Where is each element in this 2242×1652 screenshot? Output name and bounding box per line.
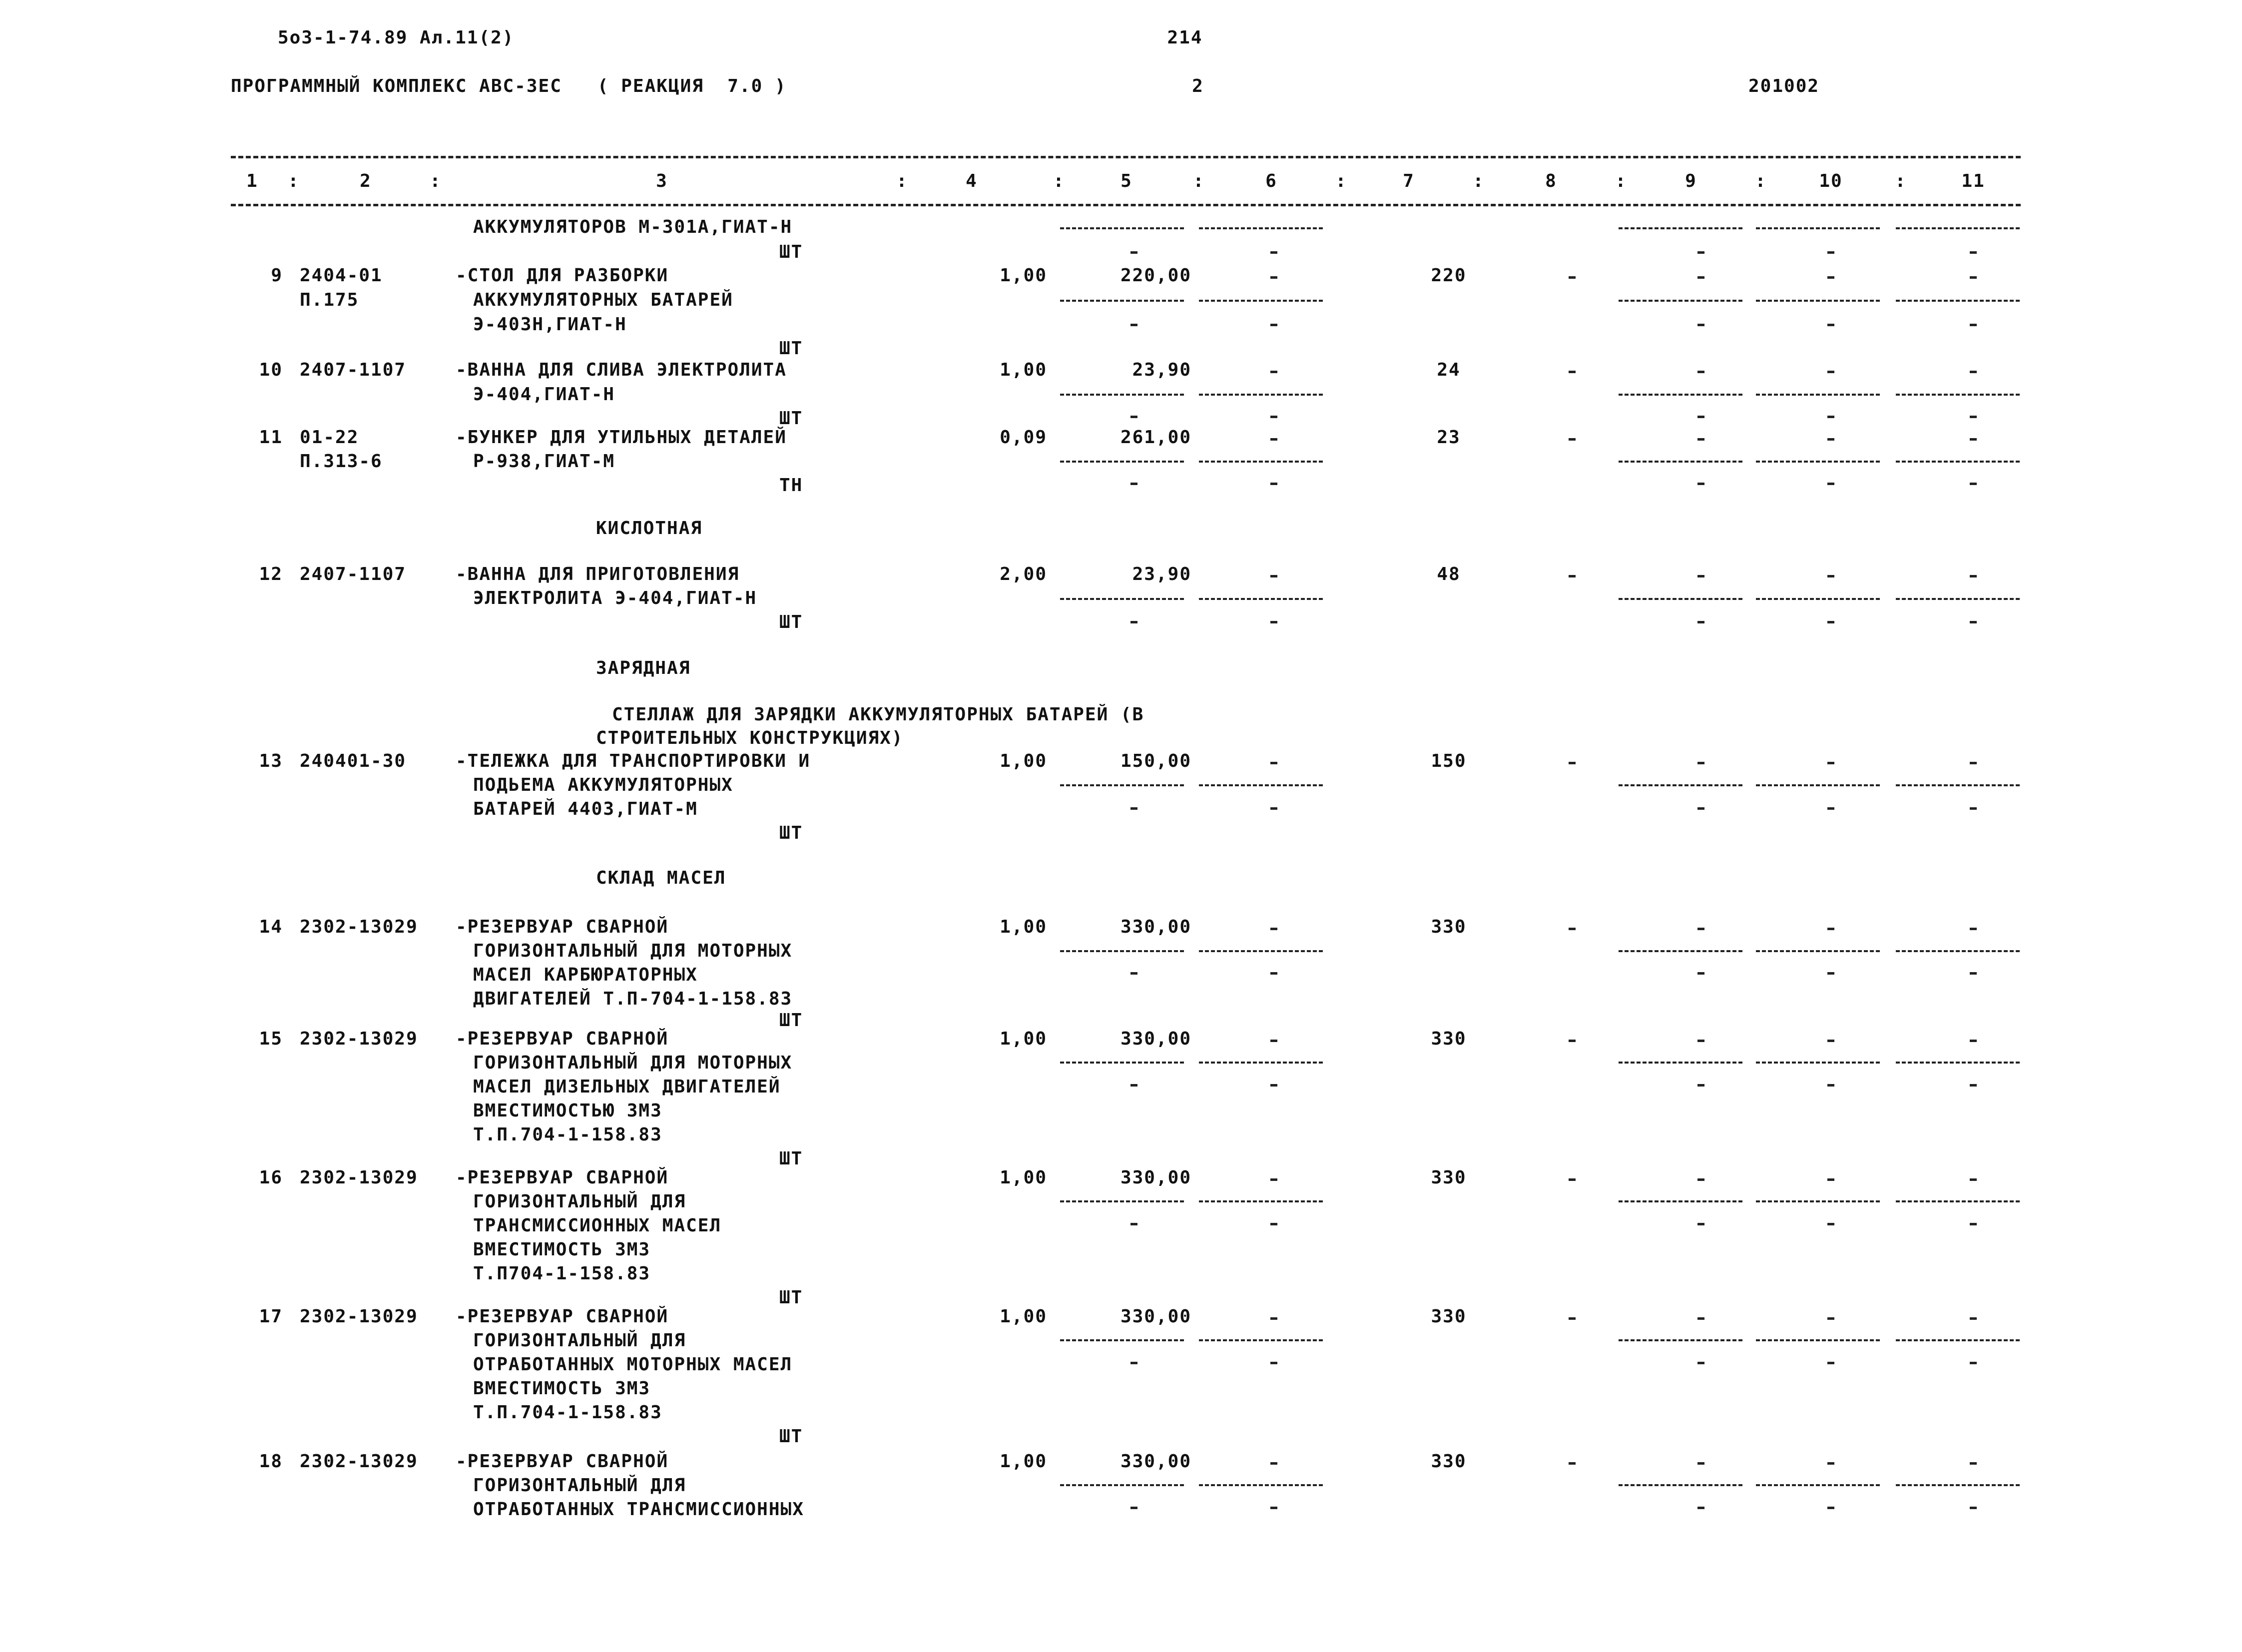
dash-mark (1970, 1084, 1977, 1087)
row-number: 10 (259, 360, 283, 380)
dash-mark (1970, 1462, 1977, 1465)
row-price: 261,00 (1120, 427, 1191, 448)
row-total: 330 (1431, 1029, 1467, 1049)
dash-mark (1970, 276, 1977, 279)
row-description-line: -РЕЗЕРВУАР СВАРНОЙ (456, 917, 669, 937)
dash-mark (1697, 1317, 1704, 1320)
dash-line (1060, 598, 1184, 600)
dash-mark (1130, 972, 1137, 975)
dash-mark (1697, 1223, 1704, 1225)
dash-line (1756, 1200, 1880, 1202)
dash-mark (1697, 1462, 1704, 1465)
row-description-line: -БУНКЕР ДЛЯ УТИЛЬНЫХ ДЕТАЛЕЙ (456, 427, 787, 448)
page-number: 214 (1167, 27, 1203, 48)
dash-mark (1569, 762, 1576, 764)
row-code: 01-22 (300, 427, 359, 448)
row-qty: 1,00 (1000, 1029, 1047, 1049)
dash-mark (1270, 1362, 1277, 1364)
row-total: 23 (1437, 427, 1461, 448)
col-10-header: 10 (1819, 171, 1843, 191)
col-3-header: 3 (656, 171, 668, 191)
row-code: 2404-01 (300, 265, 383, 286)
dash-mark (1569, 1317, 1576, 1320)
dash-mark (1827, 762, 1834, 764)
dash-mark (1827, 1178, 1834, 1181)
row-description-line: -РЕЗЕРВУАР СВАРНОЙ (456, 1306, 669, 1327)
row-description-line: -ВАННА ДЛЯ ПРИГОТОВЛЕНИЯ (456, 564, 740, 584)
dash-mark (1827, 1317, 1834, 1320)
row-unit: ШТ (779, 1426, 803, 1447)
dash-line (1060, 1200, 1184, 1202)
dash-mark (1970, 416, 1977, 418)
dash-mark (1697, 575, 1704, 577)
dash-mark (1970, 483, 1977, 485)
row-qty: 1,00 (1000, 751, 1047, 771)
dash-line (1896, 1062, 2020, 1064)
dash-line (1619, 950, 1742, 952)
row-description-line: Э-404,ГИАТ-Н (473, 384, 615, 405)
dash-mark (1697, 1040, 1704, 1042)
row-qty: 1,00 (1000, 265, 1047, 286)
row-description-line: -ТЕЛЕЖКА ДЛЯ ТРАНСПОРТИРОВКИ И (456, 751, 811, 771)
dash-line (1619, 1484, 1742, 1486)
dash-mark (1827, 251, 1834, 254)
col-5-header: 5 (1121, 171, 1132, 191)
dash-line (1060, 784, 1184, 786)
dash-mark (1130, 1362, 1137, 1364)
dash-mark (1270, 1084, 1277, 1087)
row-price: 330,00 (1120, 1029, 1191, 1049)
row-code: 2302-13029 (300, 1029, 418, 1049)
dash-line (1199, 461, 1323, 463)
dash-mark (1827, 972, 1834, 975)
row-total: 220 (1431, 265, 1467, 286)
dash-mark (1130, 1084, 1137, 1087)
col-separator: : (288, 171, 300, 191)
col-11-header: 11 (1961, 171, 1985, 191)
dash-mark (1697, 438, 1704, 441)
row-price: 330,00 (1120, 917, 1191, 937)
dash-mark (1827, 483, 1834, 485)
dash-line (1199, 1200, 1323, 1202)
col-separator: : (1335, 171, 1347, 191)
row-code: 2302-13029 (300, 1451, 418, 1472)
row-price: 330,00 (1120, 1306, 1191, 1327)
dash-mark (1827, 416, 1834, 418)
row-description-line: ОТРАБОТАННЫХ ТРАНСМИССИОННЫХ (473, 1499, 804, 1520)
dash-mark (1130, 324, 1137, 326)
dash-mark (1569, 928, 1576, 930)
row-total: 330 (1431, 1167, 1467, 1188)
dash-mark (1970, 972, 1977, 975)
dash-mark (1970, 1223, 1977, 1225)
row-description-line: -РЕЗЕРВУАР СВАРНОЙ (456, 1451, 669, 1472)
dash-mark (1970, 1178, 1977, 1181)
dash-mark (1697, 807, 1704, 810)
row-number: 18 (259, 1451, 283, 1472)
row-unit: ШТ (779, 1287, 803, 1308)
dash-mark (1270, 762, 1277, 764)
dash-line (1199, 598, 1323, 600)
dash-line (1199, 950, 1323, 952)
row-unit: ШТ (779, 823, 803, 843)
dash-line (1060, 1484, 1184, 1486)
dash-mark (1270, 972, 1277, 975)
col-separator: : (430, 171, 442, 191)
section-note: СТРОИТЕЛЬНЫХ КОНСТРУКЦИЯХ) (596, 728, 904, 748)
dash-line (1199, 1484, 1323, 1486)
dash-mark (1970, 251, 1977, 254)
dash-line (1756, 394, 1880, 396)
dash-mark (1697, 1507, 1704, 1509)
col-7-header: 7 (1403, 171, 1415, 191)
row-price: 150,00 (1120, 751, 1191, 771)
dash-line (1619, 598, 1742, 600)
dash-line (1896, 1200, 2020, 1202)
dash-mark (1697, 324, 1704, 326)
row-number: 16 (259, 1167, 283, 1188)
dash-mark (1970, 621, 1977, 623)
dash-mark (1697, 483, 1704, 485)
continuation-unit: ШТ (779, 242, 803, 262)
row-description-line: БАТАРЕЙ 4403,ГИАТ-М (473, 799, 698, 819)
row-description-line: ГОРИЗОНТАЛЬНЫЙ ДЛЯ (473, 1191, 686, 1212)
dash-mark (1569, 575, 1576, 577)
dash-mark (1827, 1462, 1834, 1465)
row-number: 12 (259, 564, 283, 584)
dash-line (1756, 784, 1880, 786)
row-qty: 1,00 (1000, 360, 1047, 380)
col-8-header: 8 (1545, 171, 1557, 191)
dash-line (1896, 394, 2020, 396)
dash-mark (1270, 1462, 1277, 1465)
doc-id: 201002 (1748, 76, 1820, 96)
dash-line (1896, 227, 2020, 229)
row-description-line: -СТОЛ ДЛЯ РАЗБОРКИ (456, 265, 669, 286)
dash-line (1896, 598, 2020, 600)
col-separator: : (1755, 171, 1767, 191)
dash-line (1060, 300, 1184, 302)
dash-mark (1130, 1223, 1137, 1225)
dash-mark (1270, 807, 1277, 810)
dash-line (1896, 300, 2020, 302)
dash-mark (1970, 1040, 1977, 1042)
dash-line (1619, 227, 1742, 229)
header-rule-bottom (231, 204, 2021, 206)
row-number: 9 (271, 265, 283, 286)
dash-mark (1697, 1362, 1704, 1364)
row-qty: 1,00 (1000, 1167, 1047, 1188)
row-number: 14 (259, 917, 283, 937)
col-9-header: 9 (1685, 171, 1697, 191)
row-qty: 0,09 (1000, 427, 1047, 448)
dash-line (1896, 1484, 2020, 1486)
row-unit: ТН (779, 475, 803, 496)
dash-line (1199, 1062, 1323, 1064)
dash-mark (1697, 416, 1704, 418)
col-separator: : (1193, 171, 1205, 191)
dash-mark (1970, 928, 1977, 930)
dash-line (1756, 950, 1880, 952)
dash-mark (1697, 371, 1704, 373)
dash-mark (1827, 1507, 1834, 1509)
row-code: 2407-1107 (300, 564, 407, 584)
dash-mark (1270, 1223, 1277, 1225)
row-description-line: МАСЕЛ ДИЗЕЛЬНЫХ ДВИГАТЕЛЕЙ (473, 1077, 781, 1097)
dash-line (1619, 1339, 1742, 1341)
dash-line (1756, 1062, 1880, 1064)
section-note: СТЕЛЛАЖ ДЛЯ ЗАРЯДКИ АККУМУЛЯТОРНЫХ БАТАРЕЙ (В (612, 704, 1144, 725)
doc-code: 5o3-1-74.89 Ал.11(2) (278, 27, 515, 48)
dash-mark (1697, 762, 1704, 764)
col-separator: : (1615, 171, 1627, 191)
row-description-line: Т.П704-1-158.83 (473, 1263, 651, 1284)
dash-mark (1130, 416, 1137, 418)
dash-line (1199, 227, 1323, 229)
row-description-line: АККУМУЛЯТОРНЫХ БАТАРЕЙ (473, 290, 733, 310)
dash-mark (1970, 1507, 1977, 1509)
sheet-number: 2 (1192, 76, 1204, 96)
row-total: 330 (1431, 917, 1467, 937)
dash-mark (1270, 416, 1277, 418)
dash-line (1199, 300, 1323, 302)
row-description-line: МАСЕЛ КАРБЮРАТОРНЫХ (473, 965, 698, 985)
dash-mark (1270, 276, 1277, 279)
dash-line (1199, 394, 1323, 396)
row-total: 330 (1431, 1306, 1467, 1327)
dash-mark (1270, 1040, 1277, 1042)
dash-line (1619, 461, 1742, 463)
dash-mark (1697, 621, 1704, 623)
row-number: 11 (259, 427, 283, 448)
row-number: 13 (259, 751, 283, 771)
dash-line (1756, 227, 1880, 229)
dash-mark (1130, 807, 1137, 810)
dash-mark (1827, 1223, 1834, 1225)
dash-mark (1827, 324, 1834, 326)
row-code: 240401-30 (300, 751, 407, 771)
dash-line (1756, 300, 1880, 302)
dash-line (1060, 461, 1184, 463)
section-heading: ЗАРЯДНАЯ (596, 658, 691, 678)
dash-mark (1270, 928, 1277, 930)
row-unit: ШТ (779, 1148, 803, 1169)
row-description-line: ЭЛЕКТРОЛИТА Э-404,ГИАТ-Н (473, 588, 757, 608)
dash-mark (1270, 324, 1277, 326)
dash-mark (1697, 251, 1704, 254)
col-2-header: 2 (360, 171, 372, 191)
section-heading: КИСЛОТНАЯ (596, 518, 703, 539)
row-description-line: -ВАННА ДЛЯ СЛИВА ЭЛЕКТРОЛИТА (456, 360, 787, 380)
row-description-line: ВМЕСТИМОСТЬЮ 3М3 (473, 1101, 662, 1121)
row-unit: ШТ (779, 408, 803, 429)
dash-mark (1827, 1084, 1834, 1087)
dash-line (1619, 1062, 1742, 1064)
dash-mark (1270, 483, 1277, 485)
dash-line (1060, 394, 1184, 396)
dash-mark (1697, 1084, 1704, 1087)
dash-mark (1270, 575, 1277, 577)
dash-mark (1569, 1462, 1576, 1465)
dash-line (1060, 1062, 1184, 1064)
dash-line (1896, 1339, 2020, 1341)
dash-mark (1827, 807, 1834, 810)
dash-mark (1569, 438, 1576, 441)
row-description-line: ГОРИЗОНТАЛЬНЫЙ ДЛЯ МОТОРНЫХ (473, 1053, 793, 1073)
dash-line (1060, 950, 1184, 952)
dash-mark (1827, 621, 1834, 623)
row-description-line: ТРАНСМИССИОННЫХ МАСЕЛ (473, 1215, 722, 1236)
dash-mark (1827, 1040, 1834, 1042)
dash-mark (1827, 276, 1834, 279)
dash-line (1896, 461, 2020, 463)
col-4-header: 4 (966, 171, 978, 191)
header-rule-top (231, 156, 2021, 158)
row-description-line: Р-938,ГИАТ-М (473, 451, 615, 472)
dash-line (1756, 1484, 1880, 1486)
dash-line (1619, 300, 1742, 302)
dash-mark (1697, 928, 1704, 930)
row-total: 48 (1437, 564, 1461, 584)
dash-mark (1970, 1362, 1977, 1364)
dash-line (1756, 598, 1880, 600)
row-qty: 1,00 (1000, 1306, 1047, 1327)
dash-mark (1130, 621, 1137, 623)
dash-line (1896, 950, 2020, 952)
row-total: 150 (1431, 751, 1467, 771)
row-price: 220,00 (1120, 265, 1191, 286)
dash-mark (1697, 972, 1704, 975)
dash-mark (1130, 483, 1137, 485)
dash-mark (1130, 251, 1137, 254)
row-description-line: ДВИГАТЕЛЕЙ Т.П-704-1-158.83 (473, 989, 793, 1009)
dash-mark (1270, 251, 1277, 254)
dash-mark (1970, 438, 1977, 441)
dash-mark (1827, 1362, 1834, 1364)
row-price: 330,00 (1120, 1167, 1191, 1188)
dash-mark (1270, 438, 1277, 441)
dash-mark (1270, 1317, 1277, 1320)
row-description-line: -РЕЗЕРВУАР СВАРНОЙ (456, 1167, 669, 1188)
dash-mark (1130, 1507, 1137, 1509)
row-number: 17 (259, 1306, 283, 1327)
dash-line (1619, 394, 1742, 396)
row-price: 23,90 (1132, 360, 1191, 380)
row-code: 2407-1107 (300, 360, 407, 380)
row-total: 330 (1431, 1451, 1467, 1472)
dash-line (1756, 1339, 1880, 1341)
dash-mark (1970, 575, 1977, 577)
section-heading: СКЛАД МАСЕЛ (596, 868, 726, 888)
row-qty: 1,00 (1000, 917, 1047, 937)
col-6-header: 6 (1265, 171, 1277, 191)
row-code-extra: П.175 (300, 290, 359, 310)
row-code: 2302-13029 (300, 1167, 418, 1188)
row-description-line: -РЕЗЕРВУАР СВАРНОЙ (456, 1029, 669, 1049)
row-description-line: ГОРИЗОНТАЛЬНЫЙ ДЛЯ МОТОРНЫХ (473, 941, 793, 961)
dash-mark (1970, 1317, 1977, 1320)
dash-mark (1697, 1178, 1704, 1181)
dash-line (1756, 461, 1880, 463)
col-separator: : (1895, 171, 1907, 191)
dash-mark (1569, 1178, 1576, 1181)
dash-mark (1569, 371, 1576, 373)
row-code: 2302-13029 (300, 1306, 418, 1327)
row-description-line: ВМЕСТИМОСТЬ 3М3 (473, 1239, 651, 1260)
dash-line (1060, 1339, 1184, 1341)
dash-mark (1970, 807, 1977, 810)
dash-line (1619, 784, 1742, 786)
row-unit: ШТ (779, 612, 803, 632)
row-code-extra: П.313-6 (300, 451, 383, 472)
dash-mark (1827, 438, 1834, 441)
row-description-line: ОТРАБОТАННЫХ МОТОРНЫХ МАСЕЛ (473, 1354, 793, 1375)
dash-mark (1827, 575, 1834, 577)
row-qty: 2,00 (1000, 564, 1047, 584)
row-unit: ШТ (779, 1010, 803, 1031)
row-description-line: ВМЕСТИМОСТЬ 3М3 (473, 1378, 651, 1399)
dash-mark (1270, 371, 1277, 373)
col-separator: : (1053, 171, 1065, 191)
dash-line (1619, 1200, 1742, 1202)
dash-line (1199, 1339, 1323, 1341)
row-number: 15 (259, 1029, 283, 1049)
dash-mark (1970, 324, 1977, 326)
dash-line (1896, 784, 2020, 786)
dash-mark (1270, 621, 1277, 623)
continuation-line: АККУМУЛЯТОРОВ М-301А,ГИАТ-Н (473, 217, 793, 237)
row-total: 24 (1437, 360, 1461, 380)
row-description-line: ГОРИЗОНТАЛЬНЫЙ ДЛЯ (473, 1475, 686, 1496)
dash-line (1199, 784, 1323, 786)
dash-mark (1970, 371, 1977, 373)
dash-mark (1270, 1507, 1277, 1509)
row-price: 330,00 (1120, 1451, 1191, 1472)
dash-mark (1827, 371, 1834, 373)
dash-mark (1569, 276, 1576, 279)
dash-mark (1697, 276, 1704, 279)
dash-mark (1569, 1040, 1576, 1042)
col-separator: : (896, 171, 908, 191)
row-description-line: Т.П.704-1-158.83 (473, 1124, 662, 1145)
row-description-line: ПОДЬЕМА АККУМУЛЯТОРНЫХ (473, 775, 733, 795)
row-price: 23,90 (1132, 564, 1191, 584)
row-qty: 1,00 (1000, 1451, 1047, 1472)
dash-line (1060, 227, 1184, 229)
row-description-line: Т.П.704-1-158.83 (473, 1402, 662, 1423)
dash-mark (1970, 762, 1977, 764)
row-code: 2302-13029 (300, 917, 418, 937)
row-description-line: Э-403Н,ГИАТ-Н (473, 314, 627, 335)
dash-mark (1827, 928, 1834, 930)
row-unit: ШТ (779, 338, 803, 359)
row-description-line: ГОРИЗОНТАЛЬНЫЙ ДЛЯ (473, 1330, 686, 1351)
col-separator: : (1473, 171, 1485, 191)
col-1-header: 1 (246, 171, 258, 191)
program-title: ПРОГРАММНЫЙ КОМПЛЕКС АВС-3ЕС ( РЕАКЦИЯ 7.0 ) (231, 76, 787, 96)
dash-mark (1270, 1178, 1277, 1181)
